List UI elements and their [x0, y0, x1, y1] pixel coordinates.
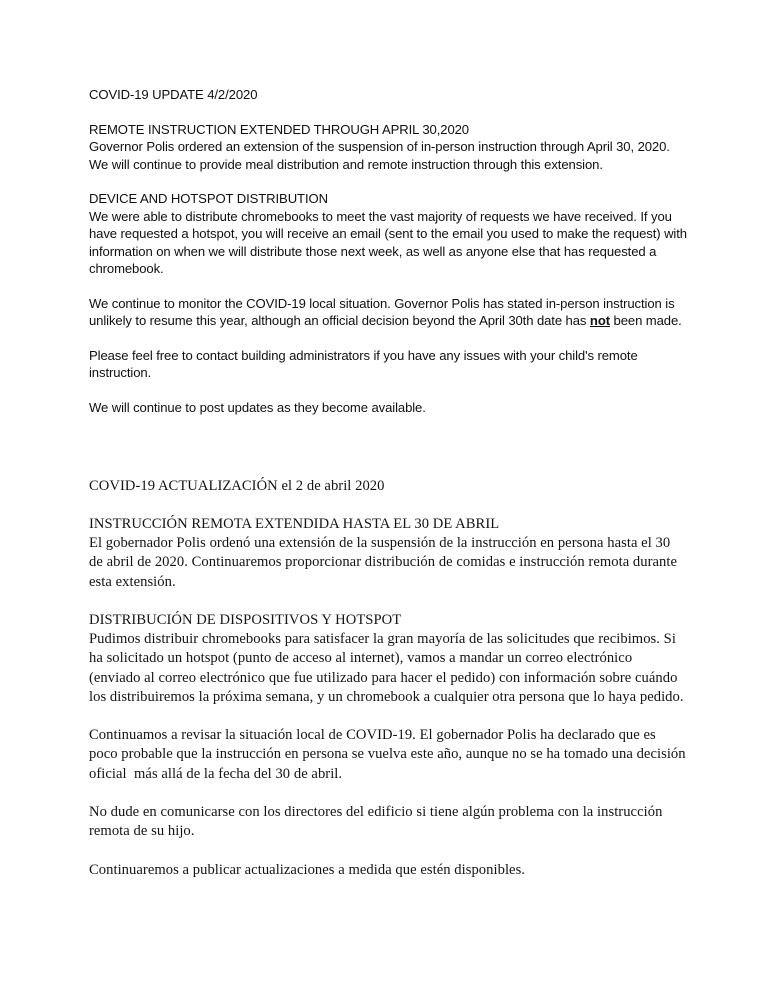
english-paragraph-monitor-text-before: We continue to monitor the COVID-19 local situation. Governor Polis has stated in-person instruction is unlikely to resume this year, although an official decision beyond the April 30th date has [89, 295, 675, 329]
spacer [89, 707, 687, 726]
english-paragraph-contact: Please feel free to contact building administrators if you have any issues with your child's remote instruction. [89, 348, 638, 381]
spacer [89, 382, 687, 399]
spanish-paragraph-remote-instruction: El gobernador Polis ordenó una extensión de la suspensión de la instrucción en persona hasta el 30 de abril de 2020. Continuaremos proporcionar distribución de comidas e instrucción remota durante esta extensión. [89, 535, 678, 590]
spanish-paragraph-contact: No dude en comunicarse con los directores del edificio si tiene algún problema con la instrucción remota de su hijo. [89, 804, 663, 840]
spacer [89, 173, 687, 190]
spanish-paragraph-monitor: Continuamos a revisar la situación local de COVID-19. El gobernador Polis ha declarado que es poco probable que la instrucción en persona se vuelva este año, aunque no se ha tomado una decisión oficial más allá de la fecha del 30 de abril. [89, 727, 690, 782]
language-section-gap [89, 417, 687, 477]
spacer [89, 496, 687, 515]
spacer [89, 592, 687, 611]
document-body [89, 86, 690, 880]
spacer [89, 784, 687, 803]
spacer [89, 330, 687, 347]
english-section [89, 86, 687, 417]
english-paragraph-monitor [89, 295, 687, 330]
spanish-document-title: COVID-19 ACTUALIZACIÓN el 2 de abril 2020 [89, 477, 385, 494]
spanish-heading-remote-instruction: INSTRUCCIÓN REMOTA EXTENDIDA HASTA EL 30 DE ABRIL [89, 516, 500, 533]
english-paragraph-updates: We will continue to post updates as they become available. [89, 400, 426, 416]
spacer [89, 841, 687, 860]
english-heading-device-hotspot: DEVICE AND HOTSPOT DISTRIBUTION [89, 191, 328, 207]
english-heading-remote-instruction: REMOTE INSTRUCTION EXTENDED THROUGH APRIL 30,2020 [89, 121, 469, 137]
spacer [89, 103, 687, 120]
spanish-paragraph-updates: Continuaremos a publicar actualizaciones a medida que estén disponibles. [89, 861, 526, 878]
spanish-heading-device-hotspot: DISTRIBUCIÓN DE DISPOSITIVOS Y HOTSPOT [89, 612, 402, 629]
spanish-paragraph-device-hotspot: Pudimos distribuir chromebooks para satisfacer la gran mayoría de las solicitudes que recibimos. Si ha solicitado un hotspot (punto de acceso al internet), vamos a mandar un correo electrónico (enviado al correo electrónico que fue utilizado para hacer el pedido) con información sobre cuándo los distribuiremos la próxima semana, y un chromebook a cualquier otra persona que lo haya pedido. [89, 631, 684, 705]
english-emphasis-not: not [589, 313, 610, 329]
english-paragraph-monitor-text-after: been made. [609, 313, 682, 329]
english-paragraph-remote-instruction: Governor Polis ordered an extension of the suspension of in-person instruction through April 30, 2020. We will continue to provide meal distribution and remote instruction through this extension. [89, 139, 684, 172]
english-document-title: COVID-19 UPDATE 4/2/2020 [89, 87, 258, 102]
spanish-section [89, 477, 690, 880]
english-paragraph-device-hotspot: We were able to distribute chromebooks to meet the vast majority of requests we have received. If you have requested a hotspot, you will receive an email (sent to the email you used to make the request) with information on when we will distribute those next week, as well as anyone else that has requested a chromebook. [89, 208, 687, 277]
spacer [89, 277, 687, 294]
